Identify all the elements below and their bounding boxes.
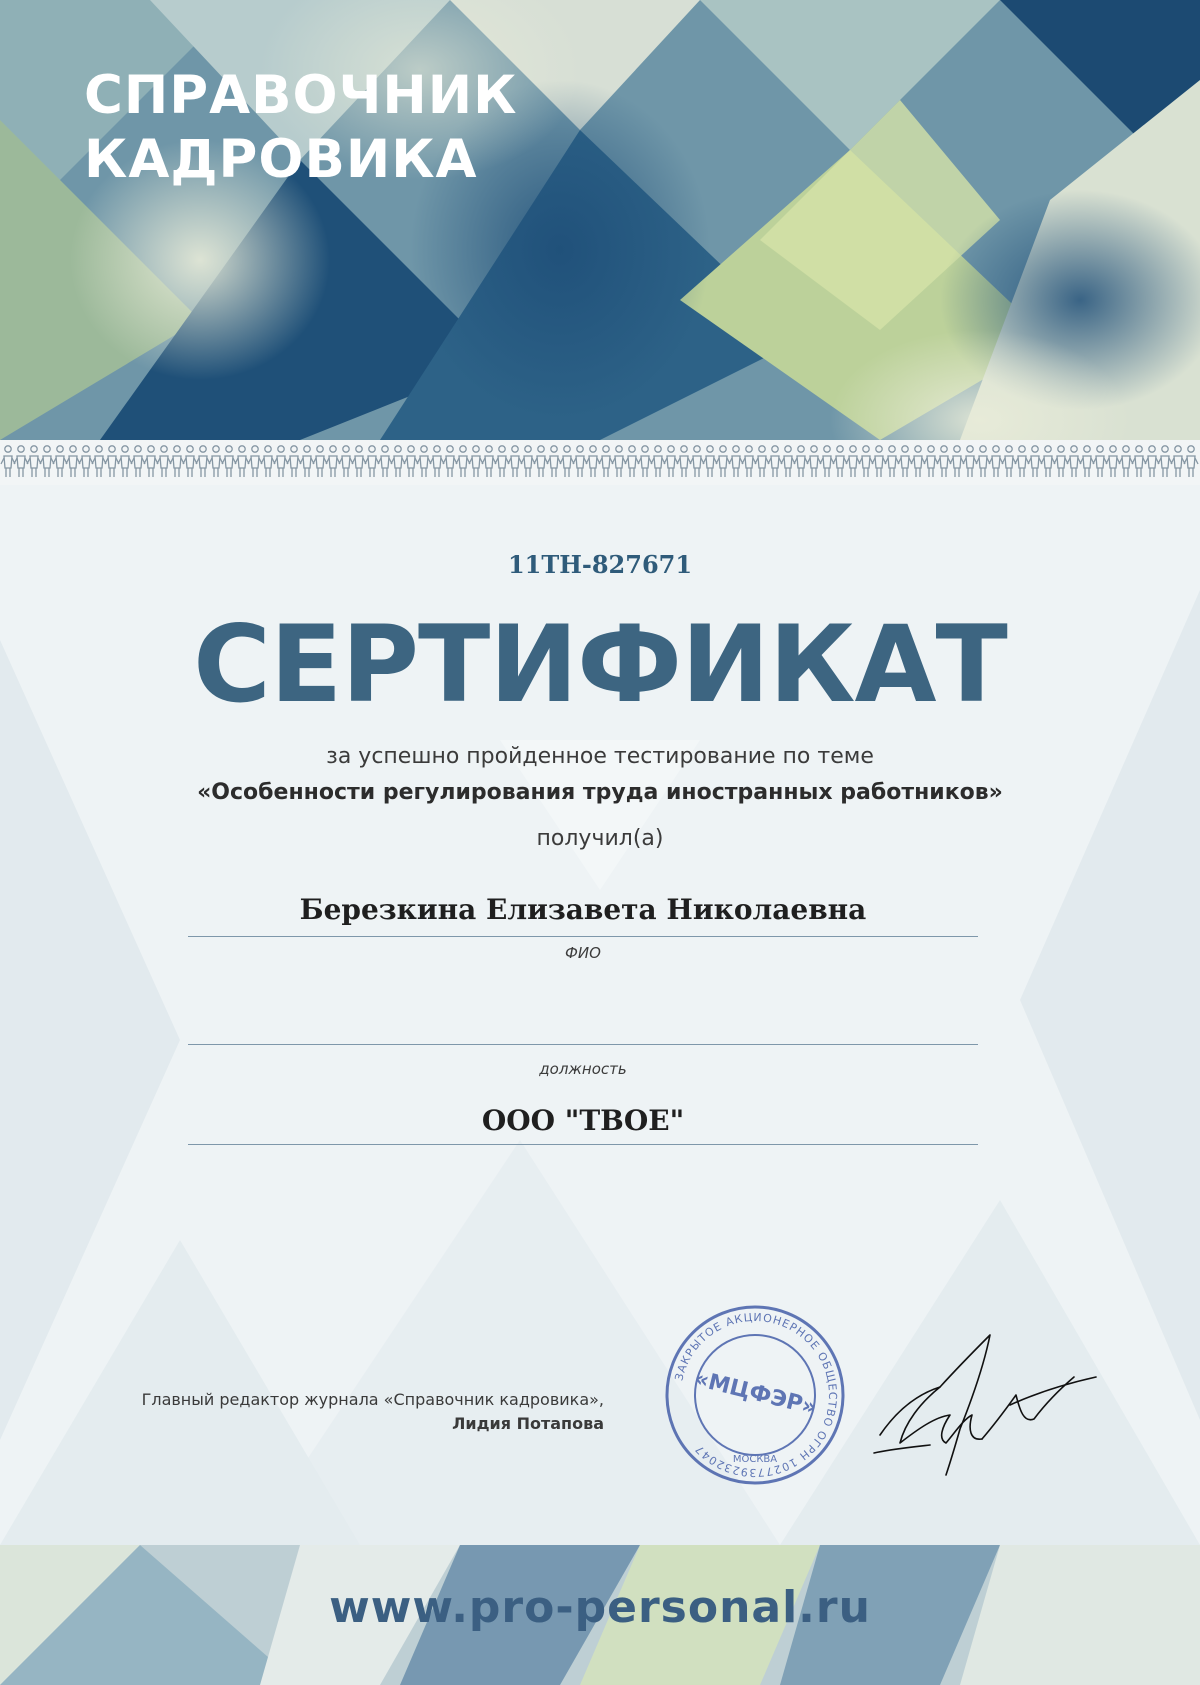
certificate-number: 11TH-827671 — [507, 550, 693, 579]
stamp-center-text: «МЦФЭР» — [691, 1366, 819, 1421]
fio-underline — [188, 936, 978, 937]
stamp-ring-text: ЗАКРЫТОЕ АКЦИОНЕРНОЕ ОБЩЕСТВО ОГРН 1027739232047 — [672, 1310, 840, 1480]
organization-value: ООО "ТВОЕ" — [481, 1104, 685, 1137]
signatory-name: Лидия Потапова — [452, 1414, 604, 1433]
brand-line-1: СПРАВОЧНИК — [84, 65, 518, 126]
received-label: получил(а) — [536, 826, 664, 851]
position-caption: должность — [539, 1060, 627, 1078]
stamp-city-text: МОСКВА — [732, 1454, 778, 1465]
organization-underline — [188, 1144, 978, 1145]
position-underline — [188, 1044, 978, 1045]
brand-line-2: КАДРОВИКА — [84, 129, 478, 190]
signatory-block — [80, 1388, 604, 1436]
certificate-topic: «Особенности регулирования труда иностранных работников» — [197, 780, 1003, 805]
certificate-title: СЕРТИФИКАТ — [193, 603, 1007, 726]
certificate-description: за успешно пройденное тестирование по теме — [326, 744, 874, 769]
brand-logo-text — [84, 64, 517, 192]
people-figures-strip — [0, 440, 1200, 485]
website-link[interactable]: www.pro-personal.ru — [329, 1582, 871, 1633]
fio-value: Березкина Елизавета Николаевна — [299, 893, 867, 926]
signature — [860, 1325, 1100, 1485]
fio-caption: ФИО — [565, 944, 601, 962]
signatory-title: Главный редактор журнала «Справочник кадровика», — [141, 1390, 604, 1409]
company-stamp — [660, 1300, 850, 1490]
